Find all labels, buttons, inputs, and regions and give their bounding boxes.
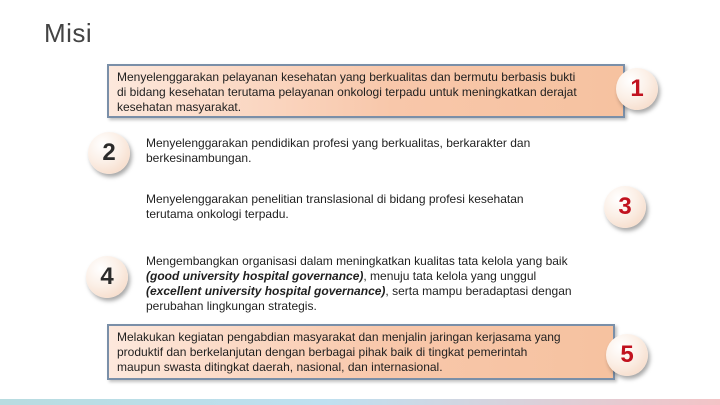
mission-1-number-badge: 1 (616, 68, 658, 110)
mission-4-line-2 (146, 269, 616, 284)
mission-1-line-2: di bidang kesehatan terutama pelayanan onkologi terpadu untuk meningkatkan derajat (117, 85, 577, 99)
mission-3-line-2: terutama onkologi terpadu. (146, 207, 289, 221)
mission-5-line-2: produktif dan berkelanjutan dengan berbagai pihak baik di tingkat pemerintah (117, 345, 528, 359)
mission-2-box (146, 136, 596, 166)
mission-5-number-badge: 5 (606, 334, 648, 376)
mission-2-line-2: berkesinambungan. (146, 151, 252, 165)
mission-4-number-badge: 4 (86, 256, 128, 298)
mission-2-line-1: Menyelenggarakan pendidikan profesi yang berkualitas, berkarakter dan (146, 136, 531, 150)
mission-3-box (146, 192, 596, 222)
mission-4-line-1: Mengembangkan organisasi dalam meningkatkan kualitas tata kelola yang baik (146, 254, 568, 268)
mission-4-line-3-italic: (excellent university hospital governance) (146, 284, 386, 298)
mission-4-box (146, 254, 616, 314)
mission-1-line-3: kesehatan masyarakat. (117, 100, 242, 114)
mission-4-line-3 (146, 284, 616, 299)
page-title: Misi (44, 18, 93, 48)
mission-4-line-2-italic: (good university hospital governance) (146, 269, 364, 283)
mission-4-line-3-rest: , serta mampu beradaptasi dengan (385, 284, 572, 298)
mission-3-number-badge: 3 (604, 186, 646, 228)
mission-4-line-2-rest: , menuju tata kelola yang unggul (363, 269, 537, 283)
mission-3-line-1: Menyelenggarakan penelitian translasional di bidang profesi kesehatan (146, 192, 524, 206)
mission-5-box (107, 324, 615, 380)
mission-1-line-1: Menyelenggarakan pelayanan kesehatan yang berkualitas dan bermutu berbasis bukti (117, 70, 576, 84)
mission-2-number-badge: 2 (88, 132, 130, 174)
mission-4-line-4: perubahan lingkungan strategis. (146, 299, 317, 313)
mission-5-line-3: maupun swasta ditingkat daerah, nasional, dan internasional. (117, 360, 443, 374)
mission-5-line-1: Melakukan kegiatan pengabdian masyarakat dan menjalin jaringan kerjasama yang (117, 330, 561, 344)
bottom-decorative-bar (0, 399, 720, 405)
mission-1-box (107, 64, 625, 118)
